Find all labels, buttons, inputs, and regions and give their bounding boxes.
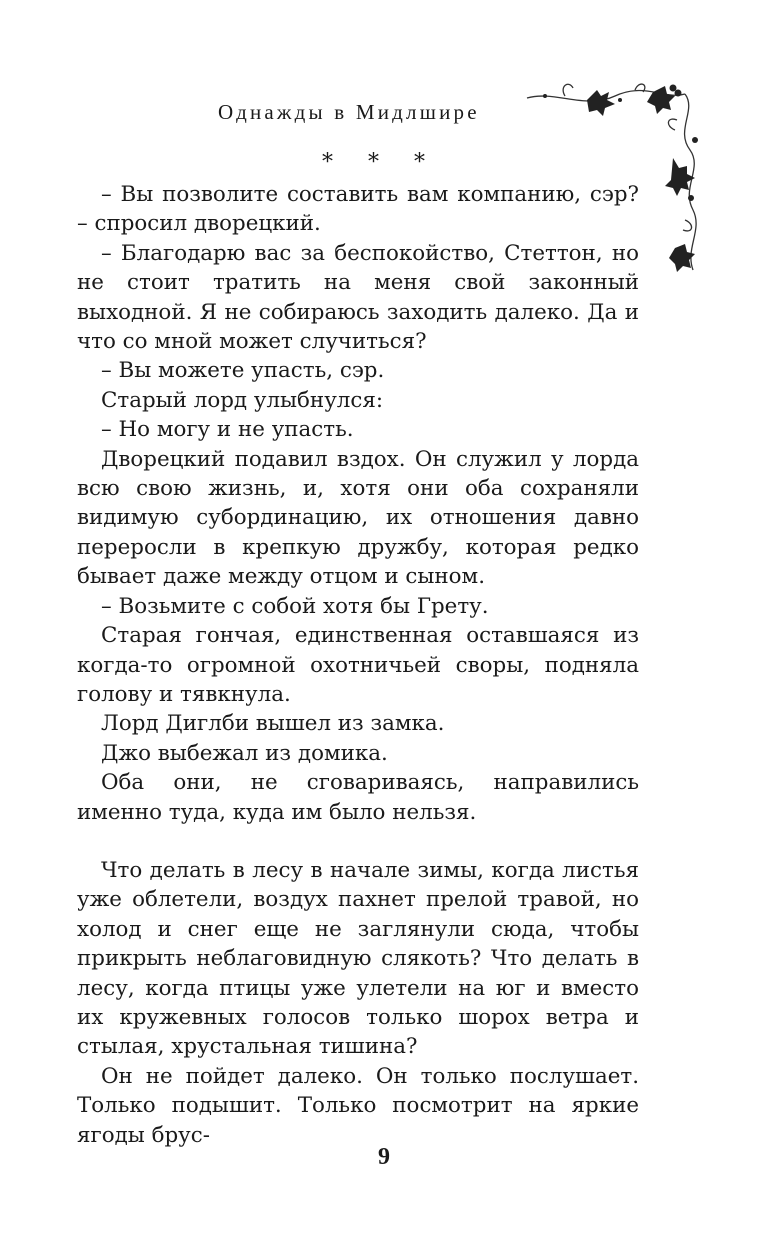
page-number: 9 xyxy=(378,1144,390,1170)
paragraph: – Благодарю вас за беспокойство, Стеттон, но не стоит тратить на меня свой законный выходной. Я не собираюсь заходить далеко. Да и что со мной может случиться? xyxy=(77,240,639,355)
body-text xyxy=(77,180,639,1150)
paragraph: Дворецкий подавил вздох. Он служил у лорда всю свою жизнь, и, хотя они оба сохраняли видимую субординацию, их отношения давно переросли в крепкую дружбу, которая редко бывает даже между отцом и сыном. xyxy=(77,446,639,590)
paragraph: Старая гончая, единственная оставшаяся из когда-то огромной охотничьей своры, подняла голову и тявкнула. xyxy=(77,623,639,707)
scene-break: * * * xyxy=(322,150,439,175)
paragraph: Джо выбежал из домика. xyxy=(101,740,388,766)
paragraph: Что делать в лесу в начале зимы, когда листья уже облетели, воздух пахнет прелой травой, но холод и снег еще не заглянули сюда, чтобы прикрыть неблаговидную слякоть? Что делать в лесу, когда птицы уже улетели на юг и вместо их кружевных голосов только шорох ветра и стылая, хрустальная тишина? xyxy=(77,857,639,1060)
paragraph: Лорд Диглби вышел из замка. xyxy=(101,711,445,737)
paragraph: – Возьмите с собой хотя бы Грету. xyxy=(101,593,489,619)
running-header: Однажды в Мидлшире xyxy=(218,100,480,124)
paragraph: – Но могу и не упасть. xyxy=(101,417,354,443)
paragraph: Старый лорд улыбнулся: xyxy=(101,387,384,413)
paragraph: – Вы можете упасть, сэр. xyxy=(101,358,385,384)
paragraph: Он не пойдет далеко. Он только послушает. Только подышит. Только посмотрит на яркие ягоды брус- xyxy=(77,1063,639,1148)
paragraph: Оба они, не сговариваясь, направились именно туда, куда им было нельзя. xyxy=(77,770,639,825)
paragraph: – Вы позволите составить вам компанию, сэр? – спросил дворецкий. xyxy=(77,182,639,237)
